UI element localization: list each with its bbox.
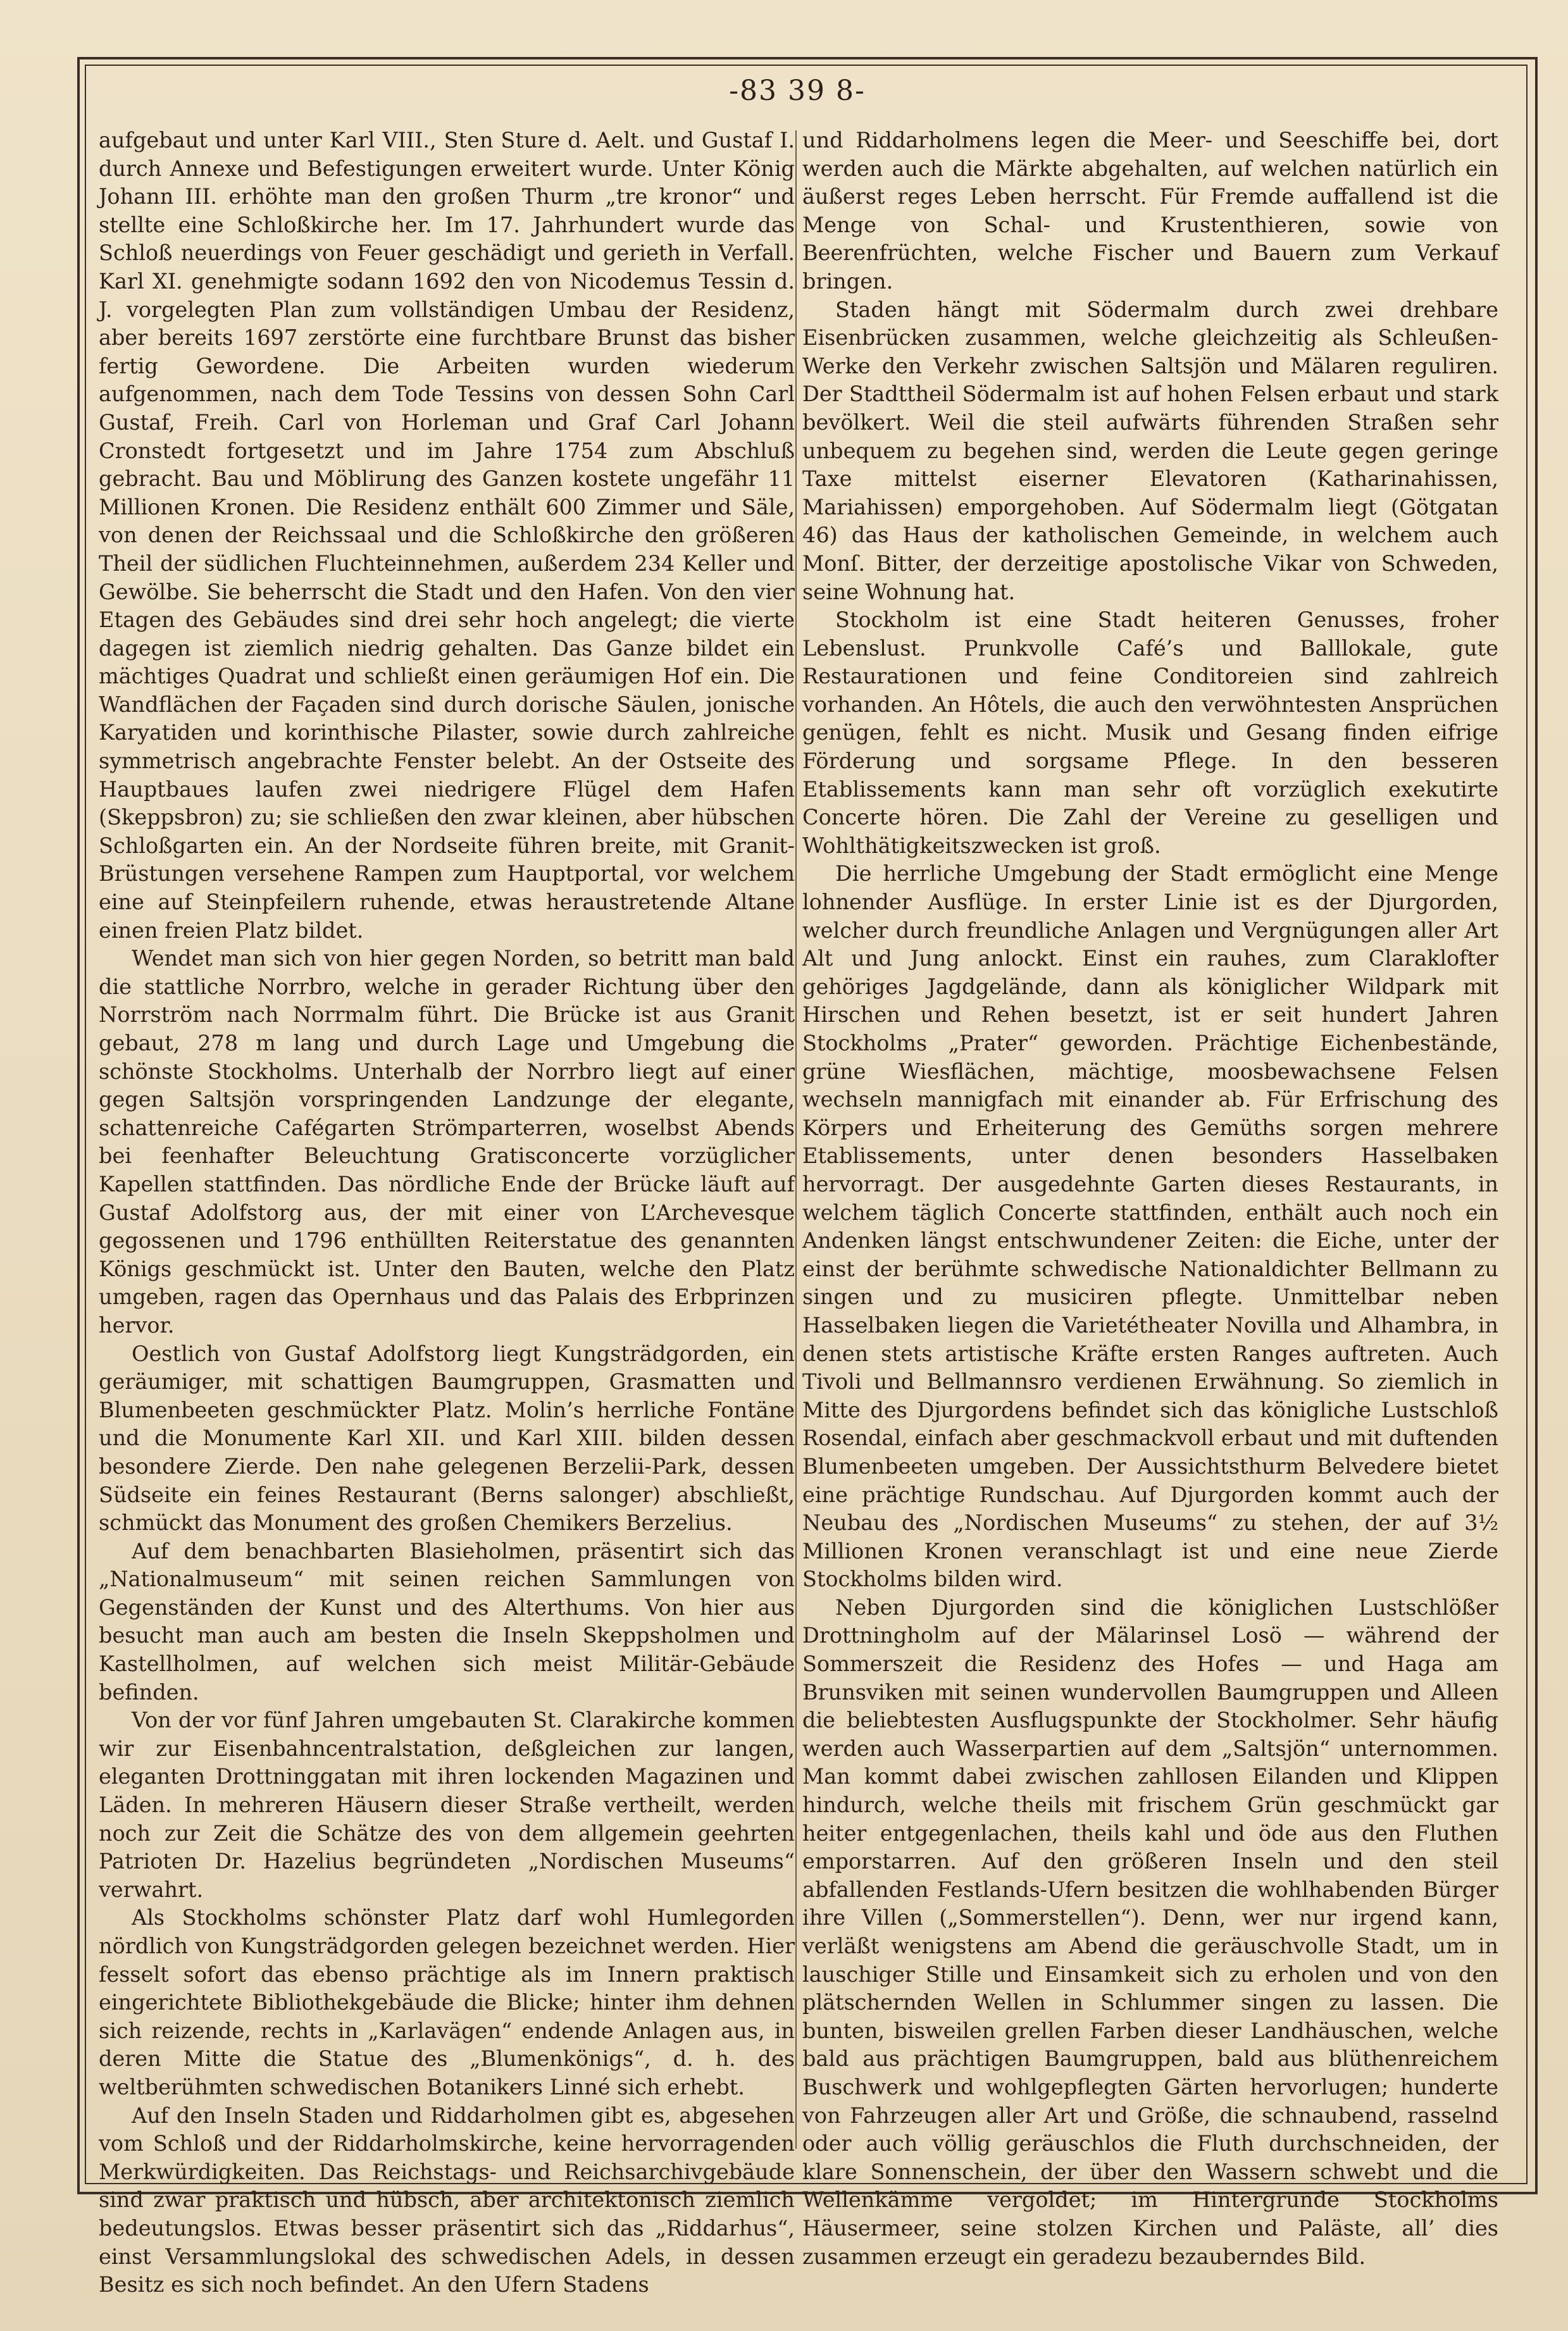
paragraph: Stockholm ist eine Stadt heiteren Genusses, froher Lebenslust. Prunkvolle Café’s und Balllokale, gute Restaurationen und feine Conditoreien sind zahlreich vorhanden. An Hôtels, die auch den verwöhntesten Ansprüchen genügen, fehlt es nicht. Musik und Gesang finden eifrige Förderung und sorgsame Pflege. In den besseren Etablissements kann man sehr oft vorzüglich exekutirte Concerte hören. Die Zahl der Vereine zu geselligen und Wohlthätigkeitszwecken ist groß. <box>802 607 1498 858</box>
paragraph: Von der vor fünf Jahren umgebauten St. Clarakirche kommen wir zur Eisenbahncentralstation, deßgleichen zur langen, eleganten Drottninggatan mit ihren lockenden Magazinen und Läden. In mehreren Häusern dieser Straße vertheilt, werden noch zur Zeit die Schätze des von dem allgemein geehrten Patrioten Dr. Hazelius begründeten „Nordischen Museums“ verwahrt. <box>99 1708 795 1902</box>
column-divider <box>795 130 797 2149</box>
paragraph: Neben Djurgorden sind die königlichen Lustschlößer Drottningholm auf der Mälarinsel Losö — während der Sommerszeit die Residenz des Hofes — und Haga am Brunsviken mit seinen wundervollen Baumgruppen und Alleen die beliebtesten Ausflugspunkte der Stockholmer. Sehr häufig werden auch Wasserpartien auf dem „Saltsjön“ unternommen. Man kommt dabei zwischen zahllosen Eilanden und Klippen hindurch, welche theils mit frischem Grün geschmückt gar heiter entgegenlachen, theils kahl und öde aus den Fluthen emporstarren. Auf den größeren Inseln und den steil abfallenden Festlands-Ufern besitzen die wohlhabenden Bürger ihre Villen („Sommerstellen“). Denn, wer nur irgend kann, verläßt wenigstens am Abend die geräuschvolle Stadt, um in lauschiger Stille und Einsamkeit sich zu erholen und von den plätschernden Wellen in Schlummer singen zu lassen. Die bunten, bisweilen grellen Farben dieser Landhäuschen, welche bald aus prächtigen Baumgruppen, bald aus blüthenreichem Buschwerk und wohlgepflegten Gärten hervorlugen; hunderte von Fahrzeugen aller Art und Größe, die schnaubend, rasselnd oder auch völlig geräuschlos die Fluth durchschneiden, der klare Sonnenschein, der über den Wassern schwebt und die Wellenkämme vergoldet; im Hintergrunde Stockholms Häusermeer, seine stolzen Kirchen und Paläste, all’ dies zusammen erzeugt ein geradezu bezauberndes Bild. <box>802 1594 1498 2269</box>
right-column <box>802 127 1498 2271</box>
paragraph: Auf den Inseln Staden und Riddarholmen gibt es, abgesehen vom Schloß und der Riddarholmskirche, keine hervorragenden Merkwürdigkeiten. Das Reichstags- und Reichsarchivgebäude sind zwar praktisch und hübsch, aber architektonisch ziemlich bedeutungslos. Etwas besser präsentirt sich das „Riddarhus“, einst Versammlungslokal des schwedischen Adels, in dessen Besitz es sich noch befindet. An den Ufern Stadens <box>99 2103 795 2297</box>
paragraph: Staden hängt mit Södermalm durch zwei drehbare Eisenbrücken zusammen, welche gleichzeitig als Schleußen-Werke den Verkehr zwischen Saltsjön und Mälaren reguliren. Der Stadttheil Södermalm ist auf hohen Felsen erbaut und stark bevölkert. Weil die steil aufwärts führenden Straßen sehr unbequem zu begehen sind, werden die Leute gegen geringe Taxe mittelst eiserner Elevatoren (Katharinahissen, Mariahissen) emporgehoben. Auf Södermalm liegt (Götgatan 46) das Haus der katholischen Gemeinde, in welchem auch Monſ. Bitter, der derzeitige apostolische Vikar von Schweden, seine Wohnung hat. <box>802 297 1498 604</box>
left-column <box>99 127 795 2299</box>
paragraph: Wendet man sich von hier gegen Norden, so betritt man bald die stattliche Norrbro, welche in gerader Richtung über den Norrström nach Norrmalm führt. Die Brücke ist aus Granit gebaut, 278 m lang und durch Lage und Umgebung die schönste Stockholms. Unterhalb der Norrbro liegt auf einer gegen Saltsjön vorspringenden Landzunge der elegante, schattenreiche Cafégarten Strömparterren, woselbst Abends bei feenhafter Beleuchtung Gratisconcerte vorzüglicher Kapellen stattfinden. Das nördliche Ende der Brücke läuft auf Gustaf Adolfstorg aus, der mit einer von L’Archevesque gegossenen und 1796 enthüllten Reiterstatue des genannten Königs geschmückt ist. Unter den Bauten, welche den Platz umgeben, ragen das Opernhaus und das Palais des Erbprinzen hervor. <box>99 946 795 1338</box>
paragraph: Oestlich von Gustaf Adolfstorg liegt Kungsträdgorden, ein geräumiger, mit schattigen Baumgruppen, Grasmatten und Blumenbeeten geschmückter Platz. Molin’s herrliche Fontäne und die Monumente Karl XII. und Karl XIII. bilden dessen besondere Zierde. Den nahe gelegenen Berzelii-Park, dessen Südseite ein feines Restaurant (Berns salonger) abschließt, schmückt das Monument des großen Chemikers Berzelius. <box>99 1341 795 1536</box>
page-number: -83 39 8- <box>729 75 866 107</box>
paragraph: Als Stockholms schönster Platz darf wohl Humlegorden nördlich von Kungsträdgorden gelegen bezeichnet werden. Hier fesselt sofort das ebenso prächtige als im Innern praktisch eingerichtete Bibliothekgebäude die Blicke; hinter ihm dehnen sich reizende, rechts in „Karlavägen“ endende Anlagen aus, in deren Mitte die Statue des „Blumenkönigs“, d. h. des weltberühmten schwedischen Botanikers Linné sich erhebt. <box>99 1905 795 2099</box>
paragraph: Auf dem benachbarten Blasieholmen, präsentirt sich das „Nationalmuseum“ mit seinen reichen Sammlungen von Gegenständen der Kunst und des Alterthums. Von hier aus besucht man auch am besten die Inseln Skeppsholmen und Kastellholmen, auf welchen sich meist Militär-Gebäude befinden. <box>99 1538 795 1705</box>
paragraph: aufgebaut und unter Karl VIII., Sten Sture d. Aelt. und Gustaf I. durch Annexe und Befestigungen erweitert wurde. Unter König Johann III. erhöhte man den großen Thurm „tre kronor“ und stellte eine Schloßkirche her. Im 17. Jahrhundert wurde das Schloß neuerdings von Feuer geschädigt und gerieth in Verfall. Karl XI. genehmigte sodann 1692 den von Nicodemus Tessin d. J. vorgelegten Plan zum vollständigen Umbau der Residenz, aber bereits 1697 zerstörte eine furchtbare Brunst das bisher fertig Gewordene. Die Arbeiten wurden wiederum aufgenommen, nach dem Tode Tessins von dessen Sohn Carl Gustaf, Freih. Carl von Horleman und Graf Carl Johann Cronstedt fortgesetzt und im Jahre 1754 zum Abschluß gebracht. Bau und Möblirung des Ganzen kostete ungefähr 11 Millionen Kronen. Die Residenz enthält 600 Zimmer und Säle, von denen der Reichssaal und die Schloßkirche den größeren Theil der südlichen Fluchteinnehmen, außerdem 234 Keller und Gewölbe. Sie beherrscht die Stadt und den Hafen. Von den vier Etagen des Gebäudes sind drei sehr hoch angelegt; die vierte dagegen ist ziemlich niedrig gehalten. Das Ganze bildet ein mächtiges Quadrat und schließt einen geräumigen Hof ein. Die Wandflächen der Façaden sind durch dorische Säulen, jonische Karyatiden und korinthische Pilaster, sowie durch zahlreiche symmetrisch angebrachte Fenster belebt. An der Ostseite des Hauptbaues laufen zwei niedrigere Flügel dem Hafen (Skeppsbron) zu; sie schließen den zwar kleinen, aber hübschen Schloßgarten ein. An der Nordseite führen breite, mit Granit-Brüstungen versehene Rampen zum Hauptportal, vor welchem eine auf Steinpfeilern ruhende, etwas heraustretende Altane einen freien Platz bildet. <box>99 128 795 943</box>
paragraph: Die herrliche Umgebung der Stadt ermöglicht eine Menge lohnender Ausflüge. In erster Linie ist es der Djurgorden, welcher durch freundliche Anlagen und Vergnügungen aller Art Alt und Jung anlockt. Einst ein rauhes, zum Claraklofter gehöriges Jagdgelände, dann als königlicher Wildpark mit Hirschen und Rehen besetzt, ist er seit hundert Jahren Stockholms „Prater“ geworden. Prächtige Eichenbestände, grüne Wiesflächen, mächtige, moosbewachsene Felsen wechseln mannigfach mit einander ab. Für Erfrischung des Körpers und Erheiterung des Gemüths sorgen mehrere Etablissements, unter denen besonders Hasselbaken hervorragt. Der ausgedehnte Garten dieses Restaurants, in welchem täglich Concerte stattfinden, enthält auch noch ein Andenken längst entschwundener Zeiten: die Eiche, unter der einst der berühmte schwedische Nationaldichter Bellmann zu singen und zu musiciren pflegte. Unmittelbar neben Hasselbaken liegen die Varietétheater Novilla und Alhambra, in denen stets artistische Kräfte ersten Ranges auftreten. Auch Tivoli und Bellmannsro verdienen Erwähnung. So ziemlich in Mitte des Djurgordens befindet sich das königliche Lustschloß Rosendal, einfach aber geschmackvoll erbaut und mit duftenden Blumenbeeten umgeben. Der Aussichtsthurm Belvedere bietet eine prächtige Rundschau. Auf Djurgorden kommt auch der Neubau des „Nordischen Museums“ zu stehen, der auf 3½ Millionen Kronen veranschlagt ist und eine neue Zierde Stockholms bilden wird. <box>802 861 1498 1592</box>
paragraph: und Riddarholmens legen die Meer- und Seeschiffe bei, dort werden auch die Märkte abgehalten, auf welchen natürlich ein äußerst reges Leben herrscht. Für Fremde auffallend ist die Menge von Schal- und Krustenthieren, sowie von Beerenfrüchten, welche Fischer und Bauern zum Verkauf bringen. <box>802 128 1498 294</box>
